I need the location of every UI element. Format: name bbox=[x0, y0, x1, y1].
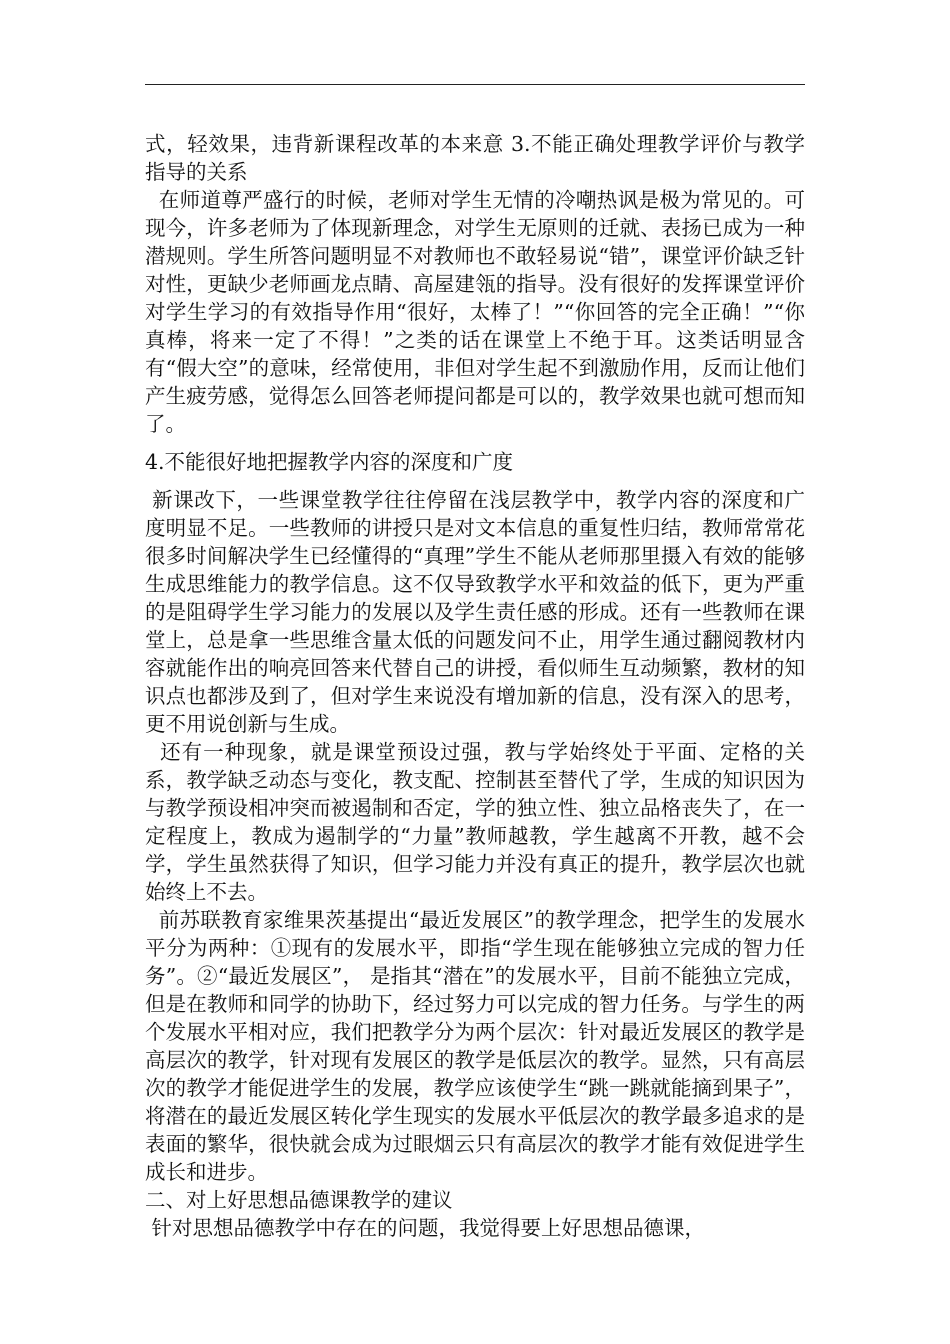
header-rule bbox=[145, 84, 805, 85]
section-heading-suggestions: 二、对上好思想品德课教学的建议 bbox=[145, 1188, 453, 1212]
section-heading-depth-breadth: 4.不能很好地把握教学内容的深度和广度 bbox=[145, 450, 514, 474]
paragraph-evaluation-body: 在师道尊严盛行的时候，老师对学生无情的冷嘲热讽是极为常见的。可现今，许多老师为了体现新理念，对学生无原则的迁就、表扬已成为一种潜规则。学生所答问题明显不对教师也不敢轻易说“错”，课堂评价缺乏针对性，更缺少老师画龙点睛、高屋建瓴的指导。没有很好的发挥课堂评价对学生学习的有效指导作用“很好，太棒了！”“你回答的完全正确！”“你真棒，将来一定了不得！”之类的话在课堂上不绝于耳。这类话明显含有“假大空”的意味，经常使用，非但对学生起不到激励作用，反而让他们产生疲劳感，觉得怎么回答老师提问都是可以的，教学效果也就可想而知了。 bbox=[145, 188, 805, 436]
document-body bbox=[145, 130, 812, 1242]
paragraph-evaluation-heading: 式，轻效果，违背新课程改革的本来意 3.不能正确处理教学评价与教学指导的关系 bbox=[145, 132, 805, 184]
paragraph-over-presetting: 还有一种现象，就是课堂预设过强，教与学始终处于平面、定格的关系，教学缺乏动态与变化，教支配、控制甚至替代了学，生成的知识因为与教学预设相冲突而被遏制和否定，学的独立性、独立品格丧失了，在一定程度上，教成为遏制学的“力量”教师越教，学生越离不开教，越不会学，学生虽然获得了知识，但学习能力并没有真正的提升，教学层次也就始终上不去。 bbox=[145, 740, 805, 904]
paragraph-zone-of-proximal-development: 前苏联教育家维果茨基提出“最近发展区”的教学理念，把学生的发展水平分为两种：①现有的发展水平，即指“学生现在能够独立完成的智力任务”。②“最近发展区”， 是指其“潜在”的发展水平，目前不能独立完成，但是在教师和同学的协助下，经过努力可以完成的智力任务。与学生的两个发展水平相对应，我们把教学分为两个层次：针对最近发展区的教学是高层次的教学，针对现有发展区的教学是低层次的教学。显然，只有高层次的教学才能促进学生的发展，教学应该使学生“跳一跳就能摘到果子”，将潜在的最近发展区转化学生现实的发展水平低层次的教学最多追求的是表面的繁华，很快就会成为过眼烟云只有高层次的教学才能有效促进学生成长和进步。 bbox=[145, 908, 805, 1184]
paragraph-suggestions-intro: 针对思想品德教学中存在的问题，我觉得要上好思想品德课， bbox=[145, 1216, 706, 1240]
paragraph-shallow-teaching: 新课改下，一些课堂教学往往停留在浅层教学中，教学内容的深度和广度明显不足。一些教师的讲授只是对文本信息的重复性归结，教师常常花很多时间解决学生已经懂得的“真理”学生不能从老师那里摄入有效的能够生成思维能力的教学信息。这不仅导致教学水平和效益的低下，更为严重的是阻碍学生学习能力的发展以及学生责任感的形成。还有一些教师在课堂上，总是拿一些思维含量太低的问题发问不止，用学生通过翻阅教材内容就能作出的响亮回答来代替自己的讲授，看似师生互动频繁，教材的知识点也都涉及到了，但对学生来说没有增加新的信息，没有深入的思考， 更不用说创新与生成。 bbox=[145, 488, 812, 736]
